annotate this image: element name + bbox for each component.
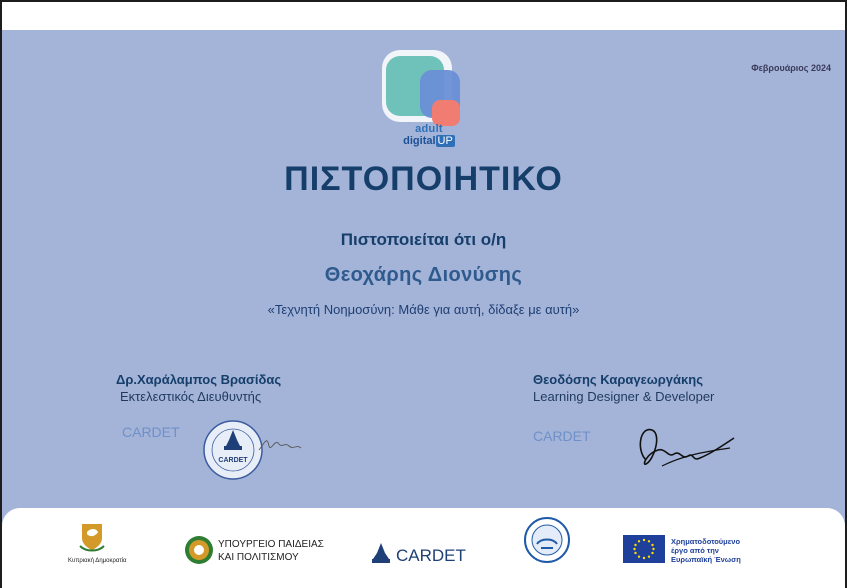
stamp-text: CARDET — [218, 457, 248, 464]
logo-word-digitalup — [387, 135, 471, 147]
eu-flag-icon — [623, 535, 665, 563]
ministry-line-1: ΥΠΟΥΡΓΕΙΟ ΠΑΙΔΕΙΑΣ — [218, 539, 324, 550]
signatory-2-org: CARDET — [533, 428, 591, 444]
cardet-stamp-icon — [202, 418, 264, 482]
cardet-logo-icon — [370, 541, 392, 565]
cyprus-label: Κυπριακή Δημοκρατία — [68, 558, 127, 564]
partner-seal-icon — [523, 516, 571, 564]
eu-funding-line-2: έργο από την — [671, 546, 719, 555]
certificate-page — [2, 30, 845, 588]
signatory-2-role: Learning Designer & Developer — [533, 389, 715, 404]
ministry-emblem-icon — [184, 534, 214, 566]
signatory-1-org: CARDET — [122, 424, 180, 440]
course-title: «Τεχνητή Νοημοσύνη: Μάθε για αυτή, δίδαξε με αυτή» — [267, 302, 580, 317]
signatory-2-name: Θεοδόσης Καραγεωργάκης — [533, 372, 703, 387]
eu-funding-line-3: Ευρωπαϊκή Ένωση — [671, 555, 741, 564]
logo-word-adult: adult — [415, 123, 443, 135]
recipient-name: Θεοχάρης Διονύσης — [324, 264, 523, 286]
signature-2-icon — [632, 420, 738, 472]
cyprus-coat-of-arms-icon — [78, 520, 106, 554]
certifies-text: Πιστοποιείται ότι ο/η — [340, 230, 507, 249]
cardet-footer-label: CARDET — [396, 546, 466, 565]
ministry-line-2: ΚΑΙ ΠΟΛΙΤΙΣΜΟΥ — [218, 552, 299, 563]
sponsors-footer — [2, 508, 845, 588]
logo-word-digital: digital — [403, 135, 436, 147]
signatory-1-name: Δρ.Χαράλαμπος Βρασίδας — [116, 372, 282, 387]
certificate-title: ΠΙΣΤΟΠΟΙΗΤΙΚΟ — [284, 160, 563, 198]
certificate-date: Φεβρουάριος 2024 — [751, 63, 831, 73]
signatory-1-role: Εκτελεστικός Διευθυντής — [120, 389, 262, 404]
signature-1-icon — [257, 432, 303, 458]
logo-word-up: UP — [437, 135, 453, 147]
eu-funding-line-1: Χρηματοδοτούμενο — [671, 537, 741, 546]
